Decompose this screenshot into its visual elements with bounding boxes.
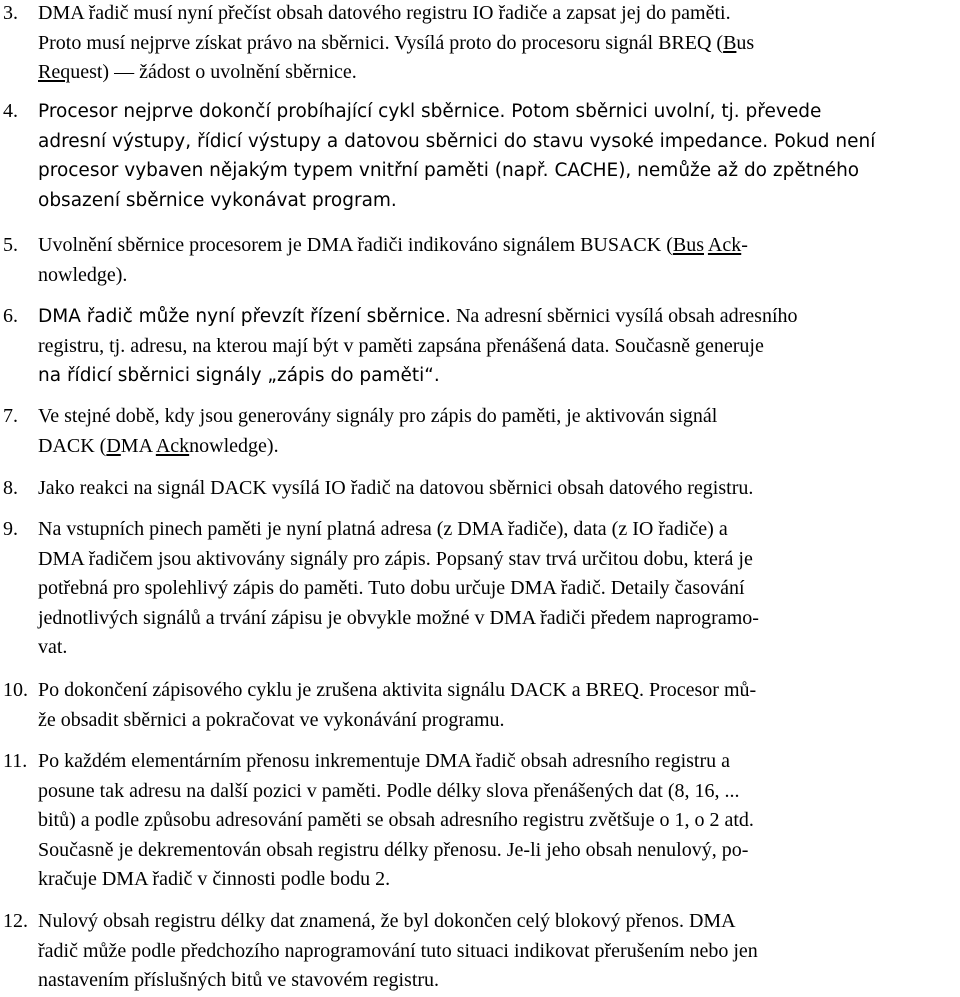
text-line: bitů) a podle způsobu adresování paměti se obsah adresního registru zvětšuje o 1, o 2 atd.	[38, 809, 754, 831]
list-item-12	[0, 907, 956, 996]
text-line: Jako reakci na signál DACK vysílá IO řadič na datovou sběrnici obsah datového registru.	[38, 477, 754, 499]
text-line: Request) — žádost o uvolnění sběrnice.	[38, 61, 357, 83]
text-line: na řídicí sběrnici signály „zápis do paměti“.	[38, 365, 440, 386]
item-number: 12.	[3, 910, 28, 932]
text-line: Současně je dekrementován obsah registru délky přenosu. Je-li jeho obsah nenulový, po-	[38, 838, 749, 861]
text-line: DACK (DMA Acknowledge).	[38, 434, 279, 457]
list-item-6	[0, 302, 956, 391]
text-line: adresní výstupy, řídicí výstupy a datovou sběrnici do stavu vysoké impedance. Pokud není	[38, 130, 876, 152]
item-number: 5.	[3, 234, 18, 256]
item-number: 3.	[3, 2, 18, 24]
text-line: nowledge).	[38, 263, 128, 286]
text-line: DMA řadič musí nyní přečíst obsah datového registru IO řadiče a zapsat jej do paměti.	[38, 2, 731, 24]
text-line: procesor vybaven nějakým typem vnitřní paměti (např. CACHE), nemůže až do zpětného	[38, 160, 860, 181]
text-line: Ve stejné době, kdy jsou generovány signály pro zápis do paměti, je aktivován signál	[38, 405, 718, 427]
text-line: Procesor nejprve dokončí probíhající cykl sběrnice. Potom sběrnici uvolní, tj. převede	[38, 101, 822, 122]
text-line: DMA řadič může nyní převzít řízení sběrnice. Na adresní sběrnici vysílá obsah adresního	[38, 305, 798, 327]
list-item-8	[0, 474, 956, 504]
text-line: Po dokončení zápisového cyklu je zrušena aktivita signálu DACK a BREQ. Procesor mů-	[38, 679, 757, 701]
text-line: Po každém elementárním přenosu inkrementuje DMA řadič obsah adresního registru a	[38, 750, 731, 772]
item-number: 9.	[3, 518, 18, 540]
item-number: 7.	[3, 405, 18, 427]
list-item-4	[0, 97, 956, 215]
text-line: že obsadit sběrnici a pokračovat ve vykonávání programu.	[38, 708, 505, 731]
list-item-10	[0, 676, 956, 735]
text-line: Uvolnění sběrnice procesorem je DMA řadiči indikováno signálem BUSACK (Bus Ack-	[38, 234, 748, 256]
text-line: obsazení sběrnice vykonávat program.	[38, 189, 397, 211]
item-number: 10.	[3, 679, 28, 701]
item-number: 11.	[3, 750, 28, 772]
list-item-3	[0, 0, 956, 88]
text-line: jednotlivých signálů a trvání zápisu je obvykle možné v DMA řadiči předem naprogramo-	[38, 606, 759, 629]
item-number: 6.	[3, 305, 18, 327]
text-line: posune tak adresu na další pozici v paměti. Podle délky slova přenášených dat (8, 16, ...	[38, 779, 740, 802]
list-item-7	[0, 402, 956, 461]
text-line: vat.	[38, 636, 68, 658]
item-number: 4.	[3, 100, 18, 122]
text-line: Proto musí nejprve získat právo na sběrnici. Vysílá proto do procesoru signál BREQ (Bus	[38, 31, 755, 54]
text-line: registru, tj. adresu, na kterou mají být v paměti zapsána přenášená data. Současně generuje	[38, 334, 764, 357]
list-item-9	[0, 515, 956, 663]
item-number: 8.	[3, 477, 18, 499]
list-item-5	[0, 231, 956, 290]
text-line: potřebná pro spolehlivý zápis do paměti. Tuto dobu určuje DMA řadič. Detaily časování	[38, 577, 745, 599]
text-line: kračuje DMA řadič v činnosti podle bodu 2.	[38, 868, 391, 890]
list-item-11	[0, 747, 956, 895]
text-line: Nulový obsah registru délky dat znamená, že byl dokončen celý blokový přenos. DMA	[38, 910, 736, 932]
text-line: řadič může podle předchozího naprogramování tuto situaci indikovat přerušením nebo jen	[38, 939, 758, 962]
text-line: Na vstupních pinech paměti je nyní platná adresa (z DMA řadiče), data (z IO řadiče) a	[38, 518, 728, 540]
text-line: DMA řadičem jsou aktivovány signály pro zápis. Popsaný stav trvá určitou dobu, která je	[38, 547, 753, 570]
text-line: nastavením příslušných bitů ve stavovém registru.	[38, 969, 440, 991]
